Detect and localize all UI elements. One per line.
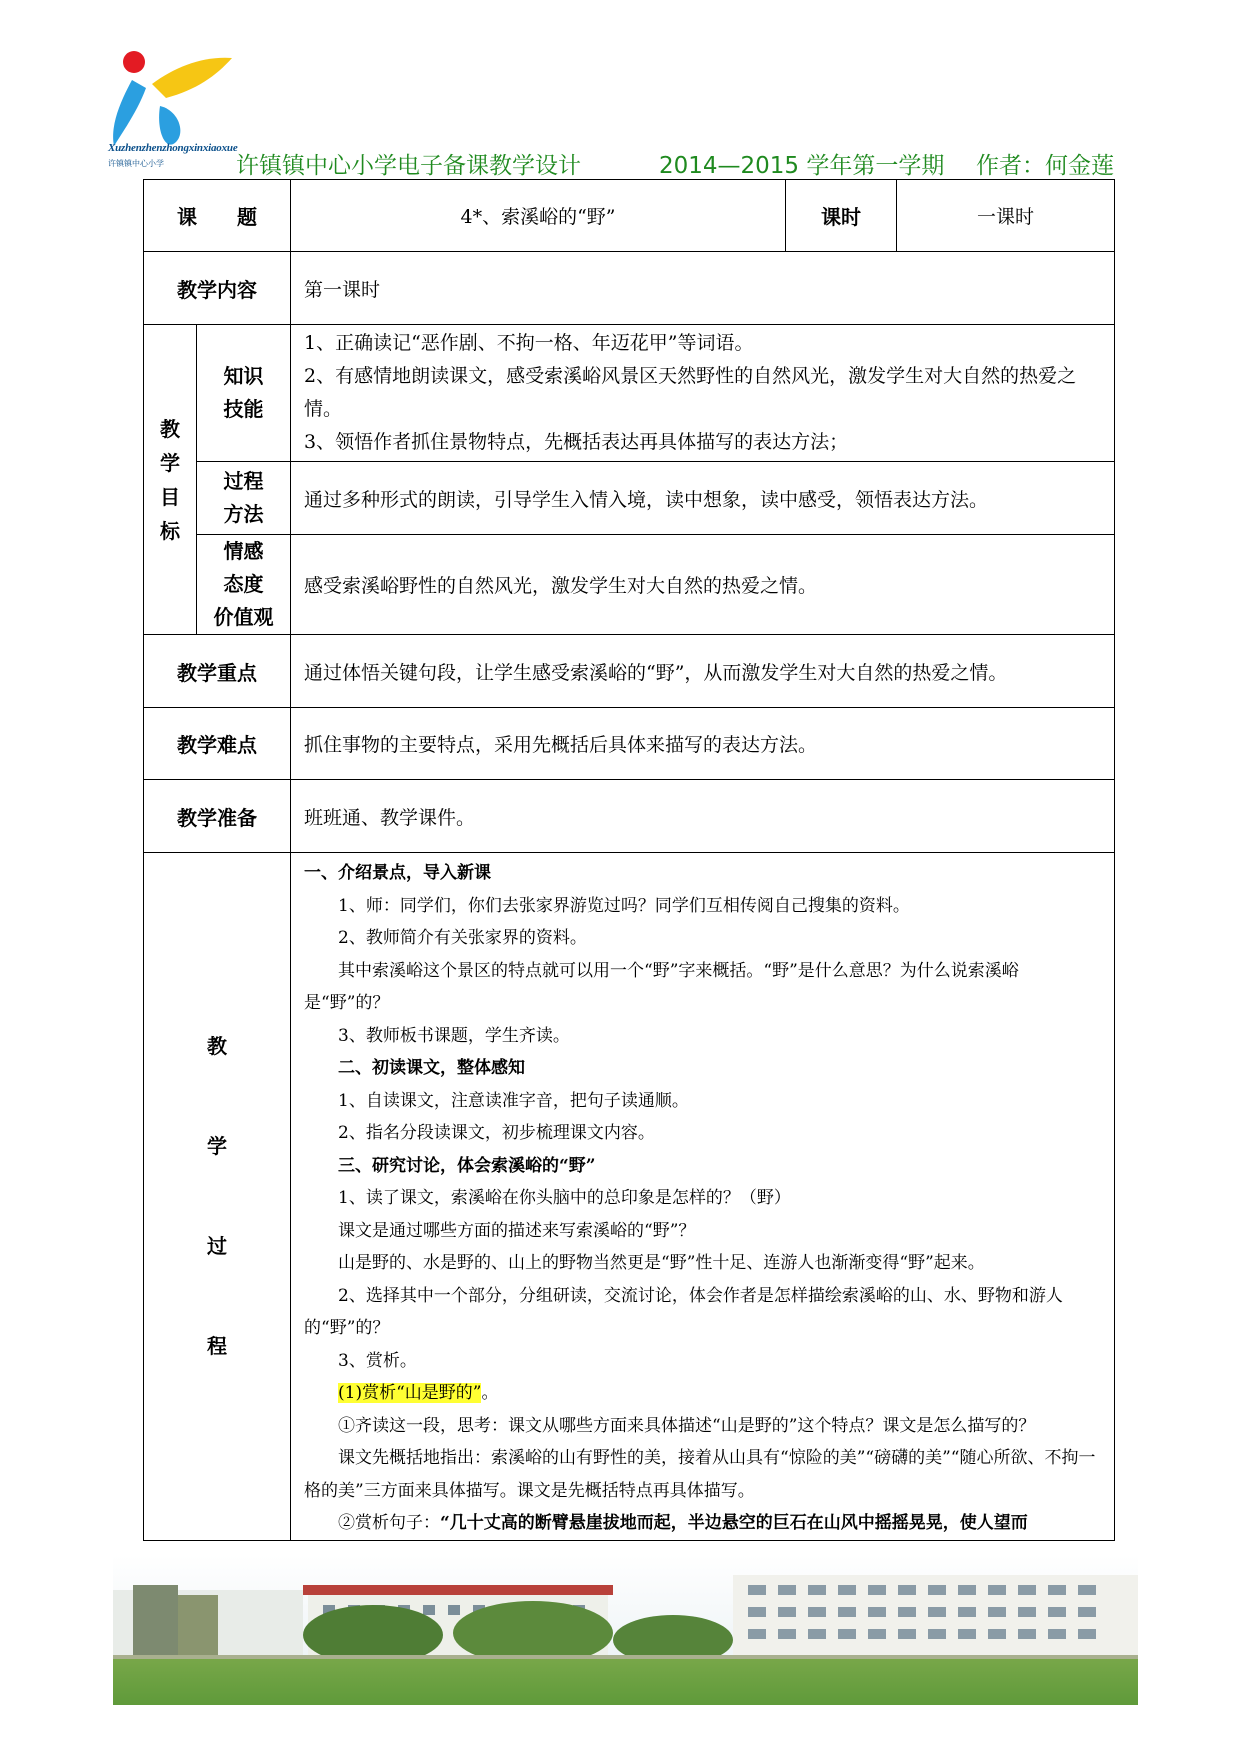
highlight-text: (1)赏析“山是野的” bbox=[338, 1383, 482, 1403]
paragraph: 2、选择其中一个部分，分组研读，交流讨论，体会作者是怎样描绘索溪峪的山、水、野物和游人的“野”的？ bbox=[304, 1285, 1063, 1338]
emotion-row bbox=[144, 535, 1115, 635]
process-label-char: 程 bbox=[207, 1334, 227, 1359]
emotion-value: 感受索溪峪野性的自然风光，激发学生对大自然的热爱之情。 bbox=[291, 535, 1115, 635]
content-label: 教学内容 bbox=[144, 252, 291, 325]
section-heading: 三、研究讨论，体会索溪峪的“野” bbox=[338, 1155, 596, 1176]
highlight-end-punct: 。 bbox=[481, 1383, 499, 1403]
topic-value: 4*、索溪峪的“野” bbox=[291, 180, 786, 252]
quote-text: “几十丈高的断臂悬崖拔地而起，半边悬空的巨石在山风中摇摇晃晃，使人望而 bbox=[440, 1513, 1028, 1533]
process-label bbox=[144, 853, 291, 1541]
paragraph: 2、指名分段读课文，初步梳理课文内容。 bbox=[338, 1123, 655, 1143]
topic-label: 课 题 bbox=[144, 180, 291, 252]
difficulty-value: 抓住事物的主要特点，采用先概括后具体来描写的表达方法。 bbox=[291, 708, 1115, 780]
goals-label-char: 教 bbox=[160, 416, 180, 441]
paragraph bbox=[304, 1507, 1104, 1540]
paragraph: 3、教师板书课题，学生齐读。 bbox=[338, 1025, 570, 1046]
logo-latin-text: Xuzhenzhenzhongxinxiaoxue bbox=[108, 142, 238, 154]
campus-photo bbox=[113, 1555, 1138, 1705]
process-method-value: 通过多种形式的朗读，引导学生入情入境，读中想象，读中感受，领悟表达方法。 bbox=[291, 462, 1115, 535]
key-point-row bbox=[144, 635, 1115, 708]
goals-label-char: 目 bbox=[160, 484, 180, 509]
process-method-label bbox=[197, 462, 291, 535]
logo-chinese-text: 许镇镇中心小学 bbox=[108, 159, 164, 168]
paragraph: 1、自读课文，注意读准字音，把句子读通顺。 bbox=[338, 1090, 689, 1111]
section-heading: 一、介绍景点，导入新课 bbox=[304, 863, 491, 883]
process-label-char: 学 bbox=[207, 1134, 227, 1159]
paragraph: 课文先概括地指出：索溪峪的山有野性的美，接着从山具有“惊险的美”“磅礴的美”“随心所欲、不拘一格的美”三方面来具体描写。课文是先概括特点再具体描写。 bbox=[304, 1448, 1096, 1501]
emotion-label-line: 态度 bbox=[223, 572, 264, 596]
knowledge-items bbox=[291, 325, 1115, 462]
prep-row bbox=[144, 780, 1115, 853]
emotion-label-line: 情感 bbox=[223, 539, 264, 563]
difficulty-label: 教学难点 bbox=[144, 708, 291, 780]
paragraph: ①齐读这一段，思考：课文从哪些方面来具体描述“山是野的”这个特点？课文是怎么描写的？ bbox=[338, 1415, 1036, 1436]
quote-intro: ②赏析句子： bbox=[338, 1513, 440, 1533]
knowledge-label-line: 技能 bbox=[223, 397, 264, 421]
content-value: 第一课时 bbox=[291, 252, 1115, 325]
process-content bbox=[291, 853, 1115, 1541]
process-method-row bbox=[144, 462, 1115, 535]
process-method-label-line: 方法 bbox=[223, 502, 264, 526]
process-row bbox=[144, 853, 1115, 1541]
goals-label-char: 标 bbox=[160, 518, 180, 543]
emotion-label bbox=[197, 535, 291, 635]
emotion-label-line: 价值观 bbox=[213, 605, 274, 629]
topic-row bbox=[144, 180, 1115, 252]
process-label-char: 过 bbox=[207, 1234, 227, 1259]
knowledge-label-line: 知识 bbox=[223, 364, 264, 388]
goals-label-char: 学 bbox=[160, 450, 180, 475]
content-row bbox=[144, 252, 1115, 325]
knowledge-item: 2、有感情地朗读课文，感受索溪峪风景区天然野性的自然风光，激发学生对大自然的热爱之情。 bbox=[304, 365, 1077, 420]
period-value: 一课时 bbox=[897, 180, 1115, 252]
key-point-label: 教学重点 bbox=[144, 635, 291, 708]
prep-value: 班班通、教学课件。 bbox=[291, 780, 1115, 853]
highlighted-subheading bbox=[304, 1377, 1104, 1410]
goals-label bbox=[144, 325, 197, 635]
lesson-plan-table bbox=[143, 179, 1115, 1541]
difficulty-row bbox=[144, 708, 1115, 780]
knowledge-row bbox=[144, 325, 1115, 462]
prep-label: 教学准备 bbox=[144, 780, 291, 853]
document-header bbox=[236, 147, 1136, 181]
header-school-title: 许镇镇中心小学电子备课教学设计 bbox=[236, 153, 581, 179]
paragraph: 1、师：同学们，你们去张家界游览过吗？同学们互相传阅自己搜集的资料。 bbox=[338, 895, 910, 916]
header-author: 作者：何金莲 bbox=[976, 153, 1114, 179]
paragraph: 其中索溪峪这个景区的特点就可以用一个“野”字来概括。“野”是什么意思？为什么说索溪峪是“野”的？ bbox=[304, 960, 1019, 1013]
process-label-char: 教 bbox=[207, 1034, 227, 1059]
key-point-value: 通过体悟关键句段，让学生感受索溪峪的“野”，从而激发学生对大自然的热爱之情。 bbox=[291, 635, 1115, 708]
knowledge-label bbox=[197, 325, 291, 462]
paragraph: 课文是通过哪些方面的描述来写索溪峪的“野”？ bbox=[338, 1220, 696, 1241]
paragraph: 山是野的、水是野的、山上的野物当然更是“野”性十足、连游人也渐渐变得“野”起来。 bbox=[338, 1253, 985, 1273]
knowledge-item: 3、领悟作者抓住景物特点，先概括表达再具体描写的表达方法； bbox=[304, 431, 849, 453]
paragraph: 3、赏析。 bbox=[338, 1350, 417, 1371]
paragraph: 1、读了课文，索溪峪在你头脑中的总印象是怎样的？（野） bbox=[338, 1188, 791, 1208]
section-heading: 二、初读课文，整体感知 bbox=[338, 1058, 525, 1078]
process-method-label-line: 过程 bbox=[223, 469, 264, 493]
header-term: 2014—2015 学年第一学期 bbox=[659, 153, 945, 179]
knowledge-item: 1、正确读记“恶作剧、不拘一格、年迈花甲”等词语。 bbox=[304, 332, 754, 354]
paragraph: 2、教师简介有关张家界的资料。 bbox=[338, 928, 587, 948]
period-label: 课时 bbox=[786, 180, 897, 252]
